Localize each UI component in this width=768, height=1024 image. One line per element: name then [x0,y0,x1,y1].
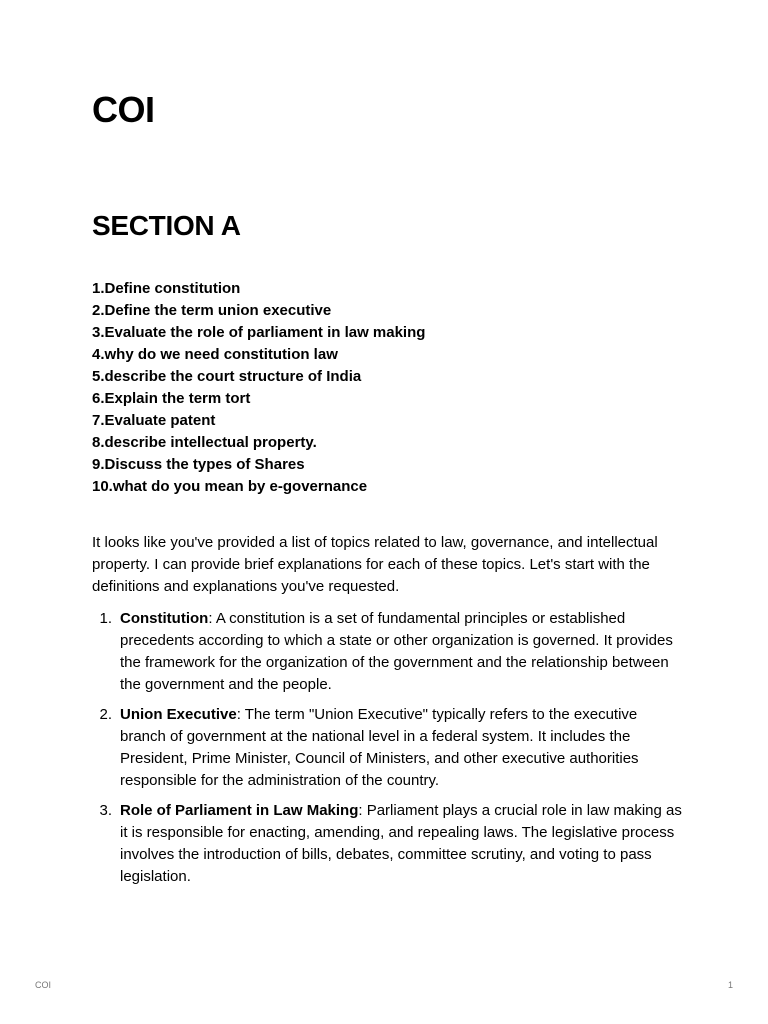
answer-list [92,608,682,896]
footer-document-name: COI [35,980,52,990]
answer-number: 2. [99,706,112,723]
section-heading: SECTION A [92,210,241,241]
question-item: 6.Explain the term tort [92,390,251,407]
answer-number: 1. [99,610,112,627]
question-list [92,278,425,498]
answer-term: Role of Parliament in Law Making [120,802,359,819]
question-item: 7.Evaluate patent [92,412,216,429]
answer-text: : A constitution is a set of fundamental principles or established precedents according to which a state or other organization is governed. It provides the framework for the organization of the government and the relationship between the government and the people. [120,610,673,693]
question-item: 3.Evaluate the role of parliament in law making [92,324,426,341]
answer-item [92,608,682,696]
intro-paragraph: It looks like you've provided a list of topics related to law, governance, and intellectual property. I can provide brief explanations for each of these topics. Let's start with the definitions and explanations you've requested. [92,534,658,595]
question-item: 8.describe intellectual property. [92,434,317,451]
answer-term: Constitution [120,610,209,627]
document-title: COI [92,89,155,130]
answer-text: : Parliament plays a crucial role in law making as it is responsible for enacting, amending, and repealing laws. The legislative process involves the introduction of bills, debates, committee scrutiny, and voting to pass legislation. [120,802,682,885]
answer-text: : The term "Union Executive" typically refers to the executive branch of government at the national level in a federal system. It includes the President, Prime Minister, Council of Ministers, and other executive authorities responsible for the administration of the country. [120,706,639,789]
answer-number: 3. [99,802,112,819]
question-item: 10.what do you mean by e-governance [92,478,368,495]
question-item: 5.describe the court structure of India [92,368,362,385]
question-item: 2.Define the term union executive [92,302,332,319]
answer-term: Union Executive [120,706,237,723]
question-item: 9.Discuss the types of Shares [92,456,305,473]
answer-item [92,704,682,792]
question-item: 4.why do we need constitution law [92,346,338,363]
question-item: 1.Define constitution [92,280,241,297]
answer-item [92,800,682,888]
footer-page-number: 1 [727,980,733,990]
